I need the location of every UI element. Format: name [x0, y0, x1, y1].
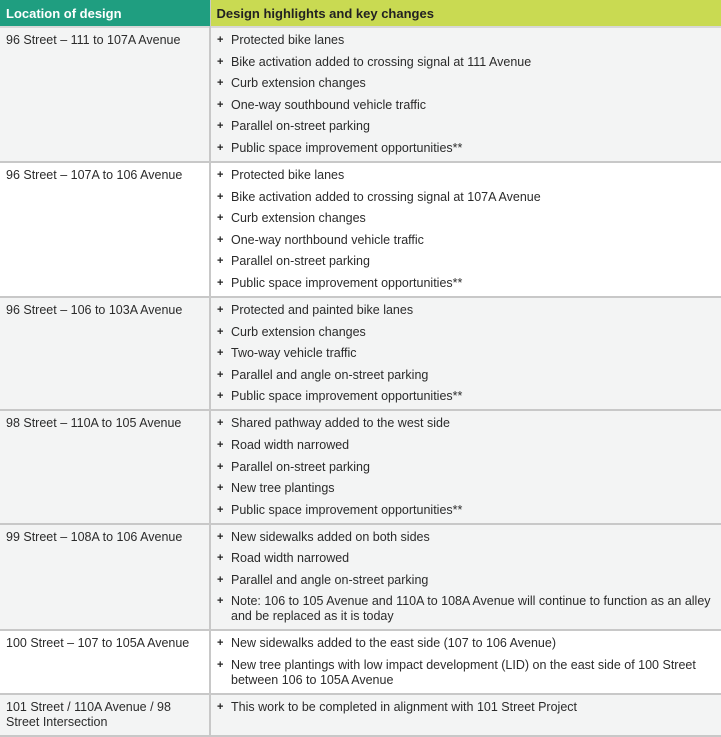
table-row [0, 297, 721, 410]
list-item-text: New tree plantings with low impact development (LID) on the east side of 100 Street between 106 to 105A Avenue [231, 658, 696, 688]
plus-bullet-icon: + [217, 390, 224, 403]
highlights-list [217, 168, 715, 291]
list-item-text: This work to be completed in alignment with 101 Street Project [231, 700, 578, 715]
list-item-text: Public space improvement opportunities** [231, 502, 463, 517]
plus-bullet-icon: + [217, 55, 224, 68]
highlights-cell [210, 524, 721, 631]
list-item [217, 416, 715, 431]
list-item [217, 573, 715, 588]
list-item [217, 700, 715, 715]
column-header-highlights: Design highlights and key changes [210, 0, 721, 27]
location-cell: 99 Street – 108A to 106 Avenue [0, 524, 210, 631]
list-item-text: Road width narrowed [231, 437, 350, 452]
list-item [217, 276, 715, 291]
list-item-text: Curb extension changes [231, 76, 366, 91]
plus-bullet-icon: + [217, 255, 224, 268]
table-row [0, 27, 721, 162]
highlights-list [217, 530, 715, 625]
plus-bullet-icon: + [217, 276, 224, 289]
location-cell: 100 Street – 107 to 105A Avenue [0, 630, 210, 694]
list-item [217, 460, 715, 475]
highlights-list [217, 303, 715, 404]
plus-bullet-icon: + [217, 530, 224, 543]
list-item [217, 594, 715, 624]
table-header-row [0, 0, 721, 27]
list-item [217, 168, 715, 183]
list-item [217, 119, 715, 134]
list-item-text: Parallel and angle on-street parking [231, 572, 429, 587]
list-item [217, 76, 715, 91]
location-cell: 96 Street – 111 to 107A Avenue [0, 27, 210, 162]
plus-bullet-icon: + [217, 168, 224, 181]
plus-bullet-icon: + [217, 368, 224, 381]
list-item-text: New sidewalks added to the east side (107 to 106 Avenue) [231, 636, 556, 651]
list-item [217, 368, 715, 383]
plus-bullet-icon: + [217, 637, 224, 650]
plus-bullet-icon: + [217, 212, 224, 225]
plus-bullet-icon: + [217, 659, 224, 672]
highlights-list [217, 33, 715, 156]
list-item-text: Parallel on-street parking [231, 459, 370, 474]
plus-bullet-icon: + [217, 34, 224, 46]
list-item [217, 33, 715, 48]
list-item-text: New sidewalks added on both sides [231, 529, 430, 544]
list-item [217, 530, 715, 545]
highlights-list [217, 636, 715, 688]
list-item-text: Shared pathway added to the west side [231, 416, 450, 431]
list-item-text: Parallel on-street parking [231, 254, 370, 269]
plus-bullet-icon: + [217, 190, 224, 203]
list-item [217, 325, 715, 340]
highlights-cell [210, 297, 721, 410]
list-item-text: Bike activation added to crossing signal at 107A Avenue [231, 189, 541, 204]
list-item [217, 233, 715, 248]
plus-bullet-icon: + [217, 233, 224, 246]
list-item-text: Parallel and angle on-street parking [231, 367, 429, 382]
list-item [217, 551, 715, 566]
plus-bullet-icon: + [217, 552, 224, 565]
list-item [217, 141, 715, 156]
list-item [217, 303, 715, 318]
list-item-text: One-way northbound vehicle traffic [231, 232, 424, 247]
table-row [0, 524, 721, 631]
list-item [217, 190, 715, 205]
plus-bullet-icon: + [217, 417, 224, 430]
list-item [217, 438, 715, 453]
plus-bullet-icon: + [217, 503, 224, 516]
list-item-text: Note: 106 to 105 Avenue and 110A to 108A Avenue will continue to function as an alley and be replaced as it is today [231, 594, 711, 624]
list-item [217, 254, 715, 269]
location-cell: 98 Street – 110A to 105 Avenue [0, 410, 210, 523]
highlights-cell [210, 694, 721, 736]
list-item [217, 658, 715, 688]
plus-bullet-icon: + [217, 701, 224, 714]
list-item-text: Parallel on-street parking [231, 119, 370, 134]
location-cell: 96 Street – 107A to 106 Avenue [0, 162, 210, 297]
column-header-location: Location of design [0, 0, 210, 27]
list-item [217, 503, 715, 518]
table-row [0, 630, 721, 694]
plus-bullet-icon: + [217, 77, 224, 90]
table-row [0, 694, 721, 736]
plus-bullet-icon: + [217, 482, 224, 495]
highlights-list [217, 700, 715, 715]
list-item-text: Protected and painted bike lanes [231, 302, 414, 317]
plus-bullet-icon: + [217, 438, 224, 451]
plus-bullet-icon: + [217, 595, 224, 608]
list-item [217, 346, 715, 361]
plus-bullet-icon: + [217, 347, 224, 360]
plus-bullet-icon: + [217, 573, 224, 586]
list-item-text: Curb extension changes [231, 324, 366, 339]
table-row [0, 162, 721, 297]
highlights-list [217, 416, 715, 517]
plus-bullet-icon: + [217, 303, 224, 316]
list-item-text: Public space improvement opportunities** [231, 275, 463, 290]
list-item-text: Road width narrowed [231, 551, 350, 566]
highlights-cell [210, 410, 721, 523]
table-body [0, 27, 721, 736]
location-cell: 101 Street / 110A Avenue / 98 Street Intersection [0, 694, 210, 736]
plus-bullet-icon: + [217, 325, 224, 338]
list-item-text: Protected bike lanes [231, 167, 345, 182]
list-item [217, 98, 715, 113]
list-item-text: Two-way vehicle traffic [231, 346, 357, 361]
highlights-cell [210, 27, 721, 162]
list-item-text: Curb extension changes [231, 211, 366, 226]
plus-bullet-icon: + [217, 120, 224, 133]
list-item-text: Bike activation added to crossing signal at 111 Avenue [231, 54, 532, 69]
list-item-text: One-way southbound vehicle traffic [231, 97, 427, 112]
table-row [0, 410, 721, 523]
plus-bullet-icon: + [217, 141, 224, 154]
list-item [217, 636, 715, 651]
list-item [217, 211, 715, 226]
list-item [217, 55, 715, 70]
list-item-text: Protected bike lanes [231, 33, 345, 47]
plus-bullet-icon: + [217, 98, 224, 111]
list-item-text: New tree plantings [231, 481, 335, 496]
highlights-cell [210, 630, 721, 694]
plus-bullet-icon: + [217, 460, 224, 473]
list-item-text: Public space improvement opportunities** [231, 140, 463, 155]
highlights-cell [210, 162, 721, 297]
location-cell: 96 Street – 106 to 103A Avenue [0, 297, 210, 410]
list-item [217, 389, 715, 404]
list-item-text: Public space improvement opportunities** [231, 389, 463, 404]
list-item [217, 481, 715, 496]
